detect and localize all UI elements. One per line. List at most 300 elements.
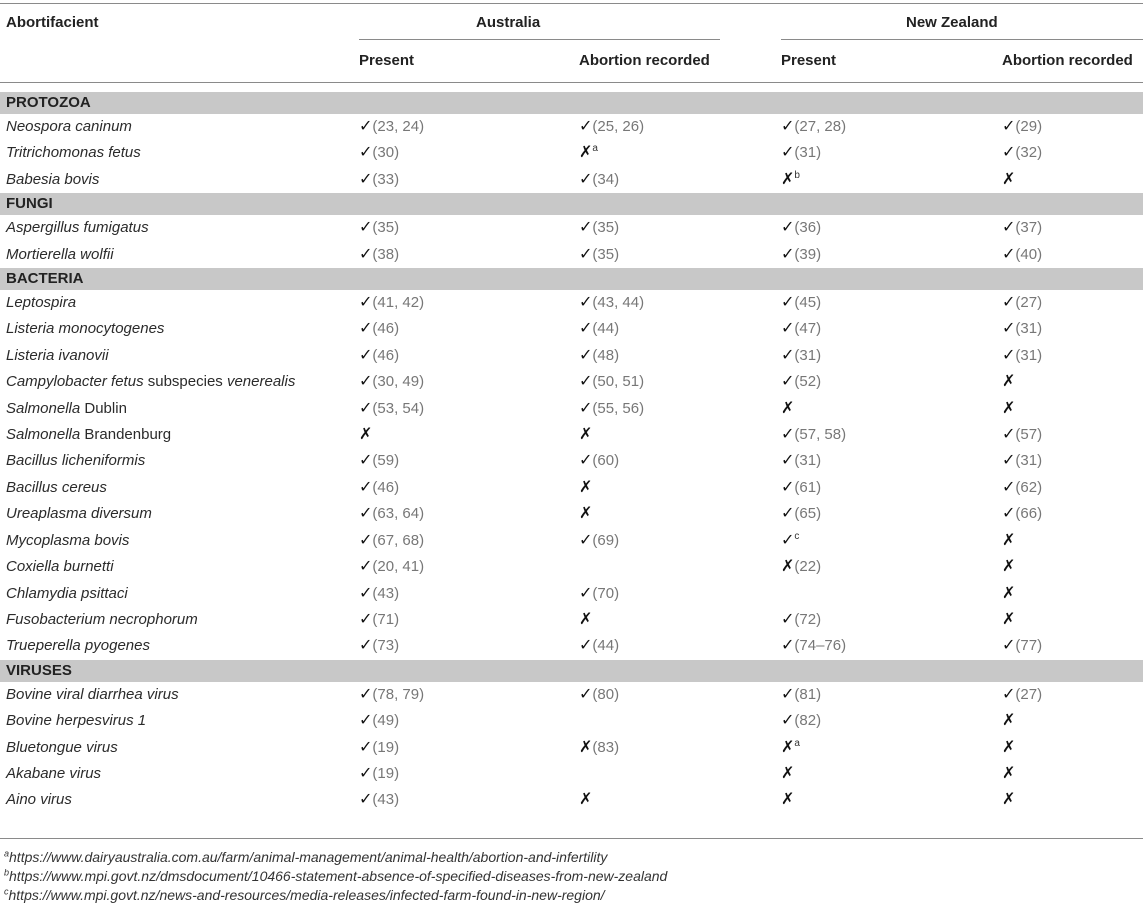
abortifacient-name: Aino virus bbox=[6, 791, 72, 809]
au-abortion-cell bbox=[573, 422, 775, 448]
cross-icon: ✗ bbox=[1002, 712, 1016, 730]
check-icon: ✓ bbox=[579, 584, 593, 602]
reference-numbers: (45) bbox=[794, 294, 822, 312]
nz-abortion-cell bbox=[996, 140, 1143, 166]
cross-icon: ✗ bbox=[781, 558, 795, 576]
reference-numbers: (25, 26) bbox=[592, 118, 645, 135]
footnote: $^a$https://www.dairyaustralia.com.au/farm/animal-management/animal-health/abortion-and-infertility bbox=[4, 848, 608, 865]
cross-icon: ✗ bbox=[1002, 399, 1016, 417]
reference-numbers: (30) bbox=[372, 144, 400, 162]
reference-numbers: (35) bbox=[372, 219, 400, 237]
cross-icon: ✗ bbox=[781, 791, 795, 809]
nz-present-cell bbox=[775, 140, 996, 166]
abortifacient-name: Listeria ivanovii bbox=[6, 346, 109, 364]
check-icon: ✓ bbox=[1002, 219, 1016, 237]
au-abortion-cell bbox=[573, 114, 775, 140]
cross-icon: ✗ bbox=[781, 170, 795, 188]
abortifacient-name: Listeria monocytogenes bbox=[6, 320, 165, 338]
nz-present-cell bbox=[775, 316, 996, 342]
cross-icon: ✗ bbox=[1002, 738, 1016, 756]
reference-numbers: (80) bbox=[592, 685, 620, 703]
au-abortion-cell bbox=[573, 581, 775, 607]
check-icon: ✓ bbox=[1002, 245, 1016, 263]
check-icon: ✓ bbox=[781, 478, 795, 496]
footnote: $^c$https://www.mpi.govt.nz/news-and-resources/media-releases/infected-farm-found-in-new-region/ bbox=[4, 886, 605, 903]
au-abortion-cell bbox=[573, 215, 775, 241]
au-abortion-cell bbox=[573, 369, 775, 395]
au-present-cell bbox=[353, 215, 573, 241]
nz-present-cell bbox=[775, 787, 996, 813]
table-row bbox=[0, 708, 1143, 734]
nz-present-cell bbox=[775, 607, 996, 633]
nz-abortion-cell bbox=[996, 708, 1143, 734]
reference-numbers: (67, 68) bbox=[372, 531, 425, 549]
reference-numbers: (71) bbox=[372, 610, 400, 628]
cross-icon: ✗ bbox=[1002, 531, 1016, 549]
new-zealand-underline bbox=[781, 39, 1143, 40]
cross-icon: ✗ bbox=[579, 505, 593, 523]
au-abortion-cell bbox=[573, 343, 775, 369]
section-header bbox=[0, 660, 1143, 682]
au-present-cell bbox=[353, 682, 573, 708]
reference-numbers: (48) bbox=[592, 346, 620, 364]
au-present-cell bbox=[353, 343, 573, 369]
reference-numbers: (40) bbox=[1015, 245, 1043, 263]
reference-numbers: (27) bbox=[1015, 685, 1043, 703]
check-icon: ✓ bbox=[579, 531, 593, 549]
reference-numbers: (65) bbox=[794, 505, 822, 523]
nz-present-cell bbox=[775, 528, 996, 554]
au-present-cell bbox=[353, 501, 573, 527]
au-present-cell bbox=[353, 242, 573, 268]
nz-abortion-cell bbox=[996, 475, 1143, 501]
section-header bbox=[0, 193, 1143, 215]
nz-abortion-cell bbox=[996, 761, 1143, 787]
reference-numbers: (73) bbox=[372, 637, 400, 655]
au-present-cell bbox=[353, 475, 573, 501]
header-abortifacient: Abortifacient bbox=[6, 14, 99, 31]
table-row bbox=[0, 735, 1143, 761]
check-icon: ✓ bbox=[579, 118, 593, 135]
table-row bbox=[0, 343, 1143, 369]
reference-numbers: (47) bbox=[794, 320, 822, 338]
abortifacient-name: Ureaplasma diversum bbox=[6, 505, 152, 523]
abortifacient-name: Coxiella burnetti bbox=[6, 558, 114, 576]
cross-icon: ✗ bbox=[1002, 373, 1016, 391]
bottom-rule bbox=[0, 838, 1143, 839]
check-icon: ✓ bbox=[359, 637, 373, 655]
check-icon: ✓ bbox=[359, 245, 373, 263]
nz-abortion-cell bbox=[996, 343, 1143, 369]
header-australia: Australia bbox=[476, 14, 541, 31]
reference-numbers: (63, 64) bbox=[372, 505, 425, 523]
check-icon: ✓ bbox=[781, 426, 795, 444]
header-rule bbox=[0, 82, 1143, 83]
nz-abortion-cell bbox=[996, 607, 1143, 633]
check-icon: ✓ bbox=[359, 452, 373, 470]
reference-numbers: (20, 41) bbox=[372, 558, 425, 576]
au-abortion-cell bbox=[573, 316, 775, 342]
au-abortion-cell bbox=[573, 554, 775, 580]
check-icon: ✓ bbox=[1002, 452, 1016, 470]
footnote-marker: b bbox=[794, 169, 800, 181]
check-icon: ✓ bbox=[359, 558, 373, 576]
reference-numbers: (83) bbox=[592, 738, 620, 756]
abortifacient-name: Bovine herpesvirus 1 bbox=[6, 712, 147, 730]
check-icon: ✓ bbox=[359, 346, 373, 364]
reference-numbers: (31) bbox=[794, 452, 822, 470]
header-new-zealand: New Zealand bbox=[906, 14, 998, 31]
reference-numbers: (49) bbox=[372, 712, 400, 730]
abortifacient-name: Bacillus cereus bbox=[6, 478, 107, 496]
check-icon: ✓ bbox=[1002, 346, 1016, 364]
reference-numbers: (31) bbox=[1015, 346, 1043, 364]
nz-abortion-cell bbox=[996, 316, 1143, 342]
cross-icon: ✗ bbox=[781, 399, 795, 417]
reference-numbers: (22) bbox=[794, 558, 822, 576]
au-present-cell bbox=[353, 290, 573, 316]
cross-icon: ✗ bbox=[359, 426, 373, 444]
nz-abortion-cell bbox=[996, 396, 1143, 422]
au-present-cell bbox=[353, 581, 573, 607]
reference-numbers: (43) bbox=[372, 584, 400, 602]
au-present-cell bbox=[353, 528, 573, 554]
abortifacient-name: Leptospira bbox=[6, 294, 77, 312]
check-icon: ✓ bbox=[359, 764, 373, 782]
cross-icon: ✗ bbox=[579, 738, 593, 756]
reference-numbers: (41, 42) bbox=[372, 294, 425, 312]
nz-present-cell bbox=[775, 290, 996, 316]
abortifacient-name: Trueperella pyogenes bbox=[6, 637, 150, 655]
cross-icon: ✗ bbox=[1002, 584, 1016, 602]
reference-numbers: (35) bbox=[592, 219, 620, 237]
au-abortion-cell bbox=[573, 682, 775, 708]
cross-icon: ✗ bbox=[781, 738, 795, 756]
table-row bbox=[0, 761, 1143, 787]
table-row bbox=[0, 633, 1143, 659]
au-present-cell bbox=[353, 787, 573, 813]
abortifacient-name: Aspergillus fumigatus bbox=[6, 219, 149, 237]
top-rule bbox=[0, 3, 1143, 4]
reference-numbers: (33) bbox=[372, 170, 400, 188]
check-icon: ✓ bbox=[359, 478, 373, 496]
nz-abortion-cell bbox=[996, 735, 1143, 761]
reference-numbers: (46) bbox=[372, 346, 400, 364]
au-abortion-cell bbox=[573, 607, 775, 633]
abortifacient-name: Campylobacter fetus subspecies venerealis bbox=[6, 373, 296, 391]
abortifacient-name: Mycoplasma bovis bbox=[6, 531, 130, 549]
footnote: $^b$https://www.mpi.govt.nz/dmsdocument/10466-statement-absence-of-specified-diseases-from-new-zealand bbox=[4, 867, 668, 884]
cross-icon: ✗ bbox=[1002, 610, 1016, 628]
header-nz-present: Present bbox=[781, 52, 837, 69]
au-present-cell bbox=[353, 735, 573, 761]
au-abortion-cell bbox=[573, 708, 775, 734]
check-icon: ✓ bbox=[579, 373, 593, 391]
check-icon: ✓ bbox=[359, 219, 373, 237]
reference-numbers: (27) bbox=[1015, 294, 1043, 312]
footnote-marker: c bbox=[794, 530, 800, 542]
reference-numbers: (46) bbox=[372, 478, 400, 496]
reference-numbers: (62) bbox=[1015, 478, 1043, 496]
nz-abortion-cell bbox=[996, 682, 1143, 708]
abortifacient-name: Chlamydia psittaci bbox=[6, 584, 128, 602]
check-icon: ✓ bbox=[781, 637, 795, 655]
check-icon: ✓ bbox=[579, 685, 593, 703]
cross-icon: ✗ bbox=[1002, 791, 1016, 809]
check-icon: ✓ bbox=[781, 346, 795, 364]
au-abortion-cell bbox=[573, 501, 775, 527]
abortifacient-name: Bovine viral diarrhea virus bbox=[6, 685, 179, 703]
check-icon: ✓ bbox=[1002, 685, 1016, 703]
reference-numbers: (31) bbox=[1015, 452, 1043, 470]
nz-present-cell bbox=[775, 167, 996, 193]
check-icon: ✓ bbox=[1002, 637, 1016, 655]
reference-numbers: (78, 79) bbox=[372, 685, 425, 703]
cross-icon: ✗ bbox=[1002, 764, 1016, 782]
check-icon: ✓ bbox=[781, 610, 795, 628]
section-label: VIRUSES bbox=[0, 660, 1143, 682]
table-row bbox=[0, 140, 1143, 166]
check-icon: ✓ bbox=[781, 712, 795, 730]
nz-abortion-cell bbox=[996, 167, 1143, 193]
check-icon: ✓ bbox=[579, 320, 593, 338]
au-present-cell bbox=[353, 633, 573, 659]
check-icon: ✓ bbox=[781, 245, 795, 263]
data-table bbox=[0, 92, 1143, 814]
check-icon: ✓ bbox=[579, 346, 593, 364]
au-present-cell bbox=[353, 761, 573, 787]
cross-icon: ✗ bbox=[579, 426, 593, 444]
nz-abortion-cell bbox=[996, 369, 1143, 395]
reference-numbers: (37) bbox=[1015, 219, 1043, 237]
reference-numbers: (70) bbox=[592, 584, 620, 602]
reference-numbers: (31) bbox=[794, 144, 822, 162]
au-present-cell bbox=[353, 396, 573, 422]
table-row bbox=[0, 396, 1143, 422]
check-icon: ✓ bbox=[579, 452, 593, 470]
reference-numbers: (39) bbox=[794, 245, 822, 263]
check-icon: ✓ bbox=[359, 584, 373, 602]
reference-numbers: (69) bbox=[592, 531, 620, 549]
table-row bbox=[0, 554, 1143, 580]
reference-numbers: (57, 58) bbox=[794, 426, 847, 444]
check-icon: ✓ bbox=[781, 452, 795, 470]
nz-abortion-cell bbox=[996, 528, 1143, 554]
section-header bbox=[0, 92, 1143, 114]
reference-numbers: (30, 49) bbox=[372, 373, 425, 391]
nz-present-cell bbox=[775, 554, 996, 580]
reference-numbers: (31) bbox=[1015, 320, 1043, 338]
check-icon: ✓ bbox=[579, 399, 593, 417]
check-icon: ✓ bbox=[359, 399, 373, 417]
au-abortion-cell bbox=[573, 633, 775, 659]
nz-abortion-cell bbox=[996, 581, 1143, 607]
table-row bbox=[0, 528, 1143, 554]
check-icon: ✓ bbox=[579, 170, 593, 188]
table-row bbox=[0, 448, 1143, 474]
check-icon: ✓ bbox=[781, 531, 795, 549]
table-row bbox=[0, 787, 1143, 813]
footnotes bbox=[4, 848, 667, 905]
au-present-cell bbox=[353, 167, 573, 193]
nz-present-cell bbox=[775, 501, 996, 527]
nz-present-cell bbox=[775, 422, 996, 448]
check-icon: ✓ bbox=[359, 144, 373, 162]
check-icon: ✓ bbox=[1002, 505, 1016, 523]
check-icon: ✓ bbox=[579, 294, 593, 312]
au-present-cell bbox=[353, 607, 573, 633]
au-present-cell bbox=[353, 422, 573, 448]
footnote-marker: a bbox=[794, 737, 800, 749]
check-icon: ✓ bbox=[359, 712, 373, 730]
abortifacient-name: Tritrichomonas fetus bbox=[6, 144, 141, 162]
abortifacient-name: Mortierella wolfii bbox=[6, 245, 114, 263]
reference-numbers: (52) bbox=[794, 373, 822, 391]
nz-abortion-cell bbox=[996, 448, 1143, 474]
nz-abortion-cell bbox=[996, 501, 1143, 527]
nz-abortion-cell bbox=[996, 290, 1143, 316]
nz-abortion-cell bbox=[996, 633, 1143, 659]
nz-present-cell bbox=[775, 735, 996, 761]
table-row bbox=[0, 215, 1143, 241]
header-au-abortion: Abortion recorded bbox=[579, 52, 710, 69]
au-abortion-cell bbox=[573, 475, 775, 501]
au-present-cell bbox=[353, 114, 573, 140]
footnote-marker: a bbox=[592, 143, 598, 155]
nz-present-cell bbox=[775, 242, 996, 268]
check-icon: ✓ bbox=[359, 531, 373, 549]
check-icon: ✓ bbox=[1002, 320, 1016, 338]
reference-numbers: (60) bbox=[592, 452, 620, 470]
table-row bbox=[0, 581, 1143, 607]
section-header bbox=[0, 268, 1143, 290]
reference-numbers: (59) bbox=[372, 452, 400, 470]
table-row bbox=[0, 607, 1143, 633]
check-icon: ✓ bbox=[359, 320, 373, 338]
cross-icon: ✗ bbox=[781, 764, 795, 782]
reference-numbers: (27, 28) bbox=[794, 118, 847, 135]
reference-numbers: (23, 24) bbox=[372, 118, 425, 135]
au-abortion-cell bbox=[573, 290, 775, 316]
check-icon: ✓ bbox=[781, 373, 795, 391]
table-row bbox=[0, 114, 1143, 140]
abortifacient-name: Salmonella Dublin bbox=[6, 399, 127, 417]
au-present-cell bbox=[353, 448, 573, 474]
nz-present-cell bbox=[775, 369, 996, 395]
au-abortion-cell bbox=[573, 761, 775, 787]
check-icon: ✓ bbox=[1002, 478, 1016, 496]
cross-icon: ✗ bbox=[579, 610, 593, 628]
au-abortion-cell bbox=[573, 735, 775, 761]
reference-numbers: (29) bbox=[1015, 118, 1043, 135]
nz-present-cell bbox=[775, 475, 996, 501]
reference-numbers: (43, 44) bbox=[592, 294, 645, 312]
check-icon: ✓ bbox=[359, 170, 373, 188]
abortifacient-name: Akabane virus bbox=[6, 764, 102, 782]
check-icon: ✓ bbox=[359, 738, 373, 756]
table-row bbox=[0, 369, 1143, 395]
header-nz-abortion: Abortion recorded bbox=[1002, 52, 1133, 69]
nz-present-cell bbox=[775, 633, 996, 659]
check-icon: ✓ bbox=[781, 118, 795, 135]
cross-icon: ✗ bbox=[1002, 170, 1016, 188]
reference-numbers: (36) bbox=[794, 219, 822, 237]
reference-numbers: (77) bbox=[1015, 637, 1043, 655]
au-abortion-cell bbox=[573, 242, 775, 268]
reference-numbers: (72) bbox=[794, 610, 822, 628]
reference-numbers: (43) bbox=[372, 791, 400, 809]
au-present-cell bbox=[353, 369, 573, 395]
table-row bbox=[0, 316, 1143, 342]
check-icon: ✓ bbox=[359, 791, 373, 809]
au-abortion-cell bbox=[573, 167, 775, 193]
reference-numbers: (61) bbox=[794, 478, 822, 496]
abortifacient-name: Bluetongue virus bbox=[6, 738, 118, 756]
section-label: FUNGI bbox=[0, 193, 1143, 215]
nz-present-cell bbox=[775, 581, 996, 607]
reference-numbers: (34) bbox=[592, 170, 620, 188]
reference-numbers: (44) bbox=[592, 320, 620, 338]
reference-numbers: (55, 56) bbox=[592, 399, 645, 417]
nz-abortion-cell bbox=[996, 554, 1143, 580]
check-icon: ✓ bbox=[781, 219, 795, 237]
check-icon: ✓ bbox=[781, 294, 795, 312]
reference-numbers: (19) bbox=[372, 764, 400, 782]
reference-numbers: (81) bbox=[794, 685, 822, 703]
nz-present-cell bbox=[775, 708, 996, 734]
section-label: BACTERIA bbox=[0, 268, 1143, 290]
check-icon: ✓ bbox=[579, 245, 593, 263]
au-present-cell bbox=[353, 554, 573, 580]
reference-numbers: (44) bbox=[592, 637, 620, 655]
nz-abortion-cell bbox=[996, 422, 1143, 448]
nz-present-cell bbox=[775, 343, 996, 369]
nz-present-cell bbox=[775, 215, 996, 241]
reference-numbers: (66) bbox=[1015, 505, 1043, 523]
table-row bbox=[0, 167, 1143, 193]
table-row bbox=[0, 682, 1143, 708]
check-icon: ✓ bbox=[359, 118, 373, 135]
nz-abortion-cell bbox=[996, 114, 1143, 140]
check-icon: ✓ bbox=[781, 320, 795, 338]
nz-present-cell bbox=[775, 114, 996, 140]
nz-abortion-cell bbox=[996, 242, 1143, 268]
abortifacient-name: Salmonella Brandenburg bbox=[6, 426, 172, 444]
header-au-present: Present bbox=[359, 52, 415, 69]
check-icon: ✓ bbox=[359, 294, 373, 312]
reference-numbers: (19) bbox=[372, 738, 400, 756]
cross-icon: ✗ bbox=[579, 478, 593, 496]
au-abortion-cell bbox=[573, 396, 775, 422]
cross-icon: ✗ bbox=[579, 791, 593, 809]
nz-abortion-cell bbox=[996, 215, 1143, 241]
nz-present-cell bbox=[775, 682, 996, 708]
table-row bbox=[0, 290, 1143, 316]
au-present-cell bbox=[353, 708, 573, 734]
check-icon: ✓ bbox=[579, 219, 593, 237]
nz-abortion-cell bbox=[996, 787, 1143, 813]
abortifacient-name: Bacillus licheniformis bbox=[6, 452, 146, 470]
check-icon: ✓ bbox=[1002, 144, 1016, 162]
au-abortion-cell bbox=[573, 787, 775, 813]
check-icon: ✓ bbox=[1002, 294, 1016, 312]
cross-icon: ✗ bbox=[579, 144, 593, 162]
table-row bbox=[0, 501, 1143, 527]
nz-present-cell bbox=[775, 396, 996, 422]
abortifacient-name: Babesia bovis bbox=[6, 170, 100, 188]
au-present-cell bbox=[353, 140, 573, 166]
check-icon: ✓ bbox=[359, 610, 373, 628]
